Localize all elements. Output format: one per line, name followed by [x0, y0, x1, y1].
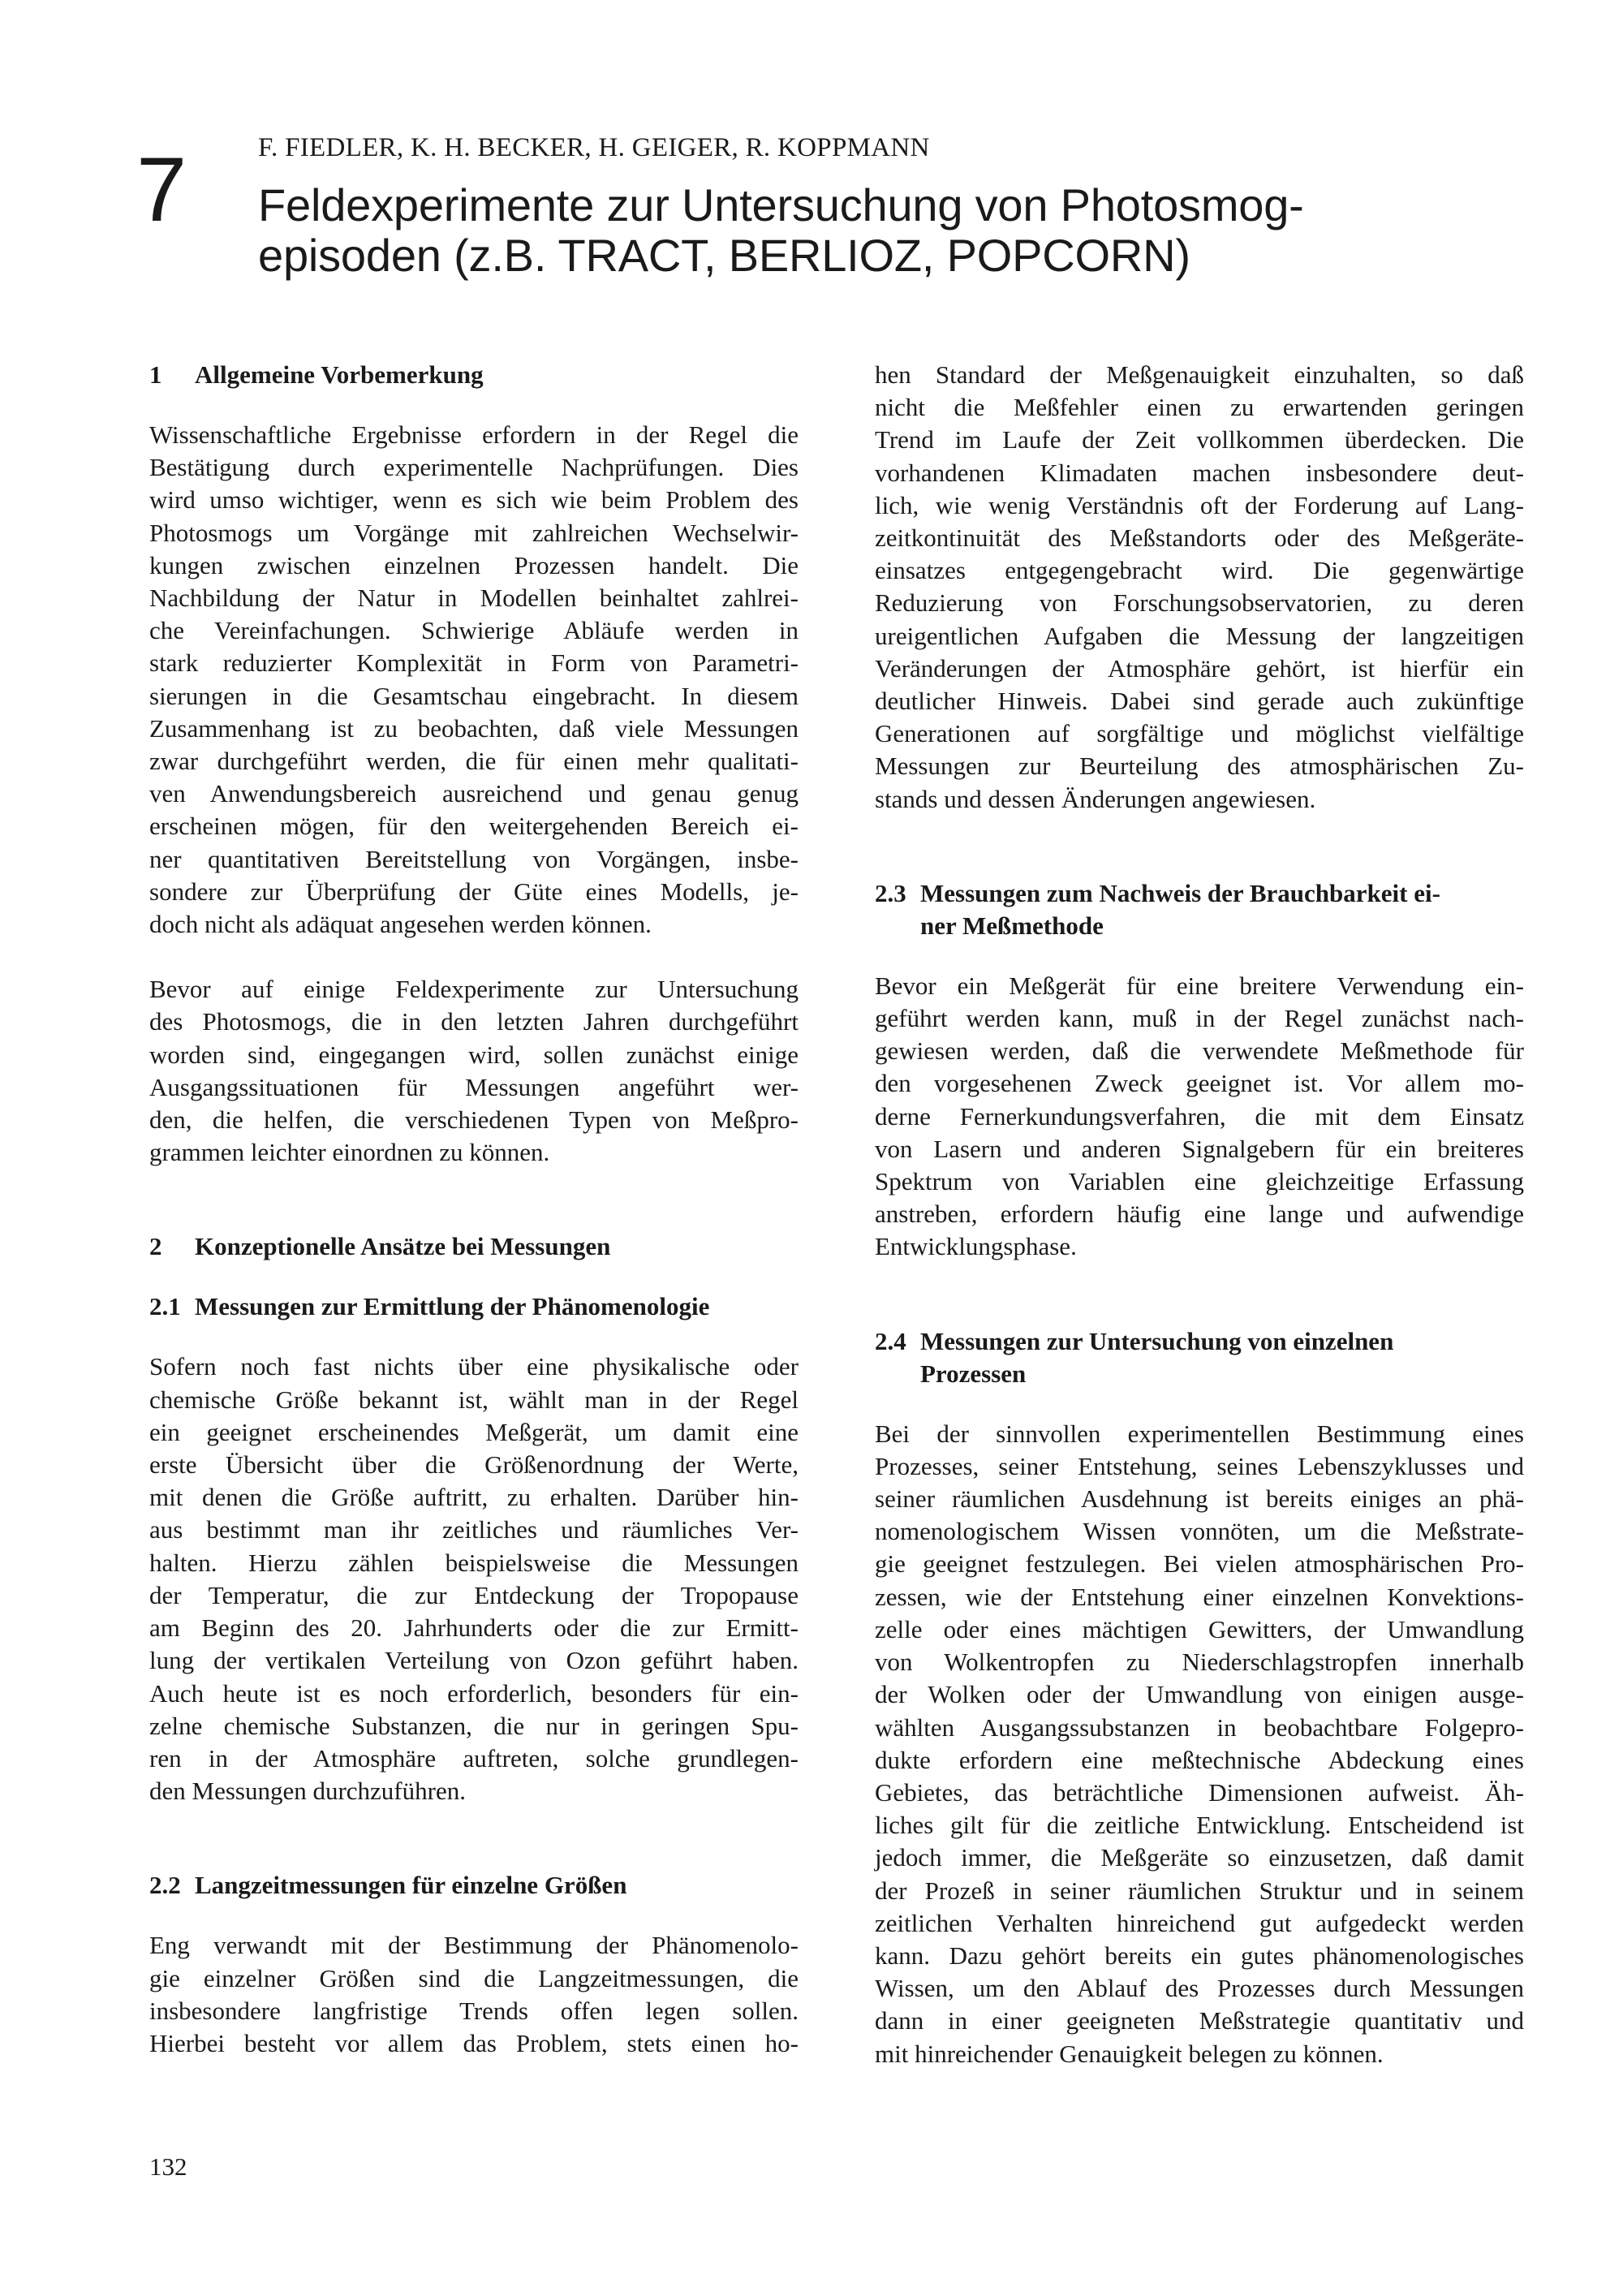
- text-line: Spektrum von Variablen eine gleichzeitige Erfassung: [875, 1167, 1524, 1196]
- text-line: Veränderungen der Atmosphäre gehört, ist hierfür ein: [875, 653, 1524, 683]
- paragraph: [149, 973, 799, 1169]
- text-line: mit hinreichender Genauigkeit belegen zu können.: [875, 2039, 1384, 2068]
- text-line: Entwicklungsphase.: [875, 1232, 1077, 1261]
- text-line: Generationen auf sorgfältige und möglichst vielfältige: [875, 719, 1524, 748]
- right-column: [875, 359, 1524, 2070]
- text-line: jedoch immer, die Meßgeräte so einzusetzen, daß damit: [875, 1843, 1524, 1872]
- text-line: am Beginn des 20. Jahrhunderts oder die zur Ermitt-: [149, 1613, 799, 1643]
- left-column: [149, 359, 799, 2060]
- text-line: derne Fernerkundungsverfahren, die mit dem Einsatz: [875, 1101, 1524, 1131]
- text-line: gie einzelner Größen sind die Langzeitmessungen, die: [149, 1963, 799, 1992]
- subsection-heading: [149, 1290, 799, 1323]
- text-line: Gebietes, das beträchtliche Dimensionen aufweist. Äh-: [875, 1777, 1524, 1807]
- heading-line: ner Meßmethode: [920, 911, 1104, 940]
- text-line: Sofern noch fast nichts über eine physikalische oder: [149, 1352, 799, 1381]
- text-line: hen Standard der Meßgenauigkeit einzuhalten, so daß: [875, 360, 1524, 389]
- text-line: Bei der sinnvollen experimentellen Bestimmung eines: [875, 1419, 1524, 1448]
- text-line: Messungen zur Beurteilung des atmosphärischen Zu-: [875, 752, 1524, 781]
- text-line: Zusammenhang ist zu beobachten, daß viele Messungen: [149, 713, 799, 743]
- text-line: den, die helfen, die verschiedenen Typen von Meßpro-: [149, 1105, 799, 1135]
- text-line: liches gilt für die zeitliche Entwicklung. Entscheidend ist: [875, 1811, 1524, 1840]
- text-line: ureigentlichen Aufgaben die Messung der langzeitigen: [875, 621, 1524, 650]
- text-line: Nachbildung der Natur in Modellen beinhaltet zahlrei-: [149, 584, 799, 613]
- text-line: sondere zur Überprüfung der Güte eines Modells, je-: [149, 877, 799, 906]
- text-line: Ausgangssituationen für Messungen angeführt wer-: [149, 1072, 799, 1101]
- text-line: zelle oder eines mächtigen Gewitters, der Umwandlung: [875, 1614, 1524, 1643]
- text-line: des Photosmogs, die in den letzten Jahren durchgeführt: [149, 1007, 799, 1036]
- text-line: Auch heute ist es noch erforderlich, besonders für ein-: [149, 1678, 799, 1708]
- text-line: Wissenschaftliche Ergebnisse erfordern in der Regel die: [149, 420, 799, 449]
- text-line: anstreben, erfordern häufig eine lange und aufwendige: [875, 1200, 1524, 1229]
- text-line: mit denen die Größe auftritt, zu erhalten. Darüber hin-: [149, 1483, 799, 1512]
- text-line: che Vereinfachungen. Schwierige Abläufe werden in: [149, 616, 799, 645]
- section-number: 2.2: [149, 1871, 181, 1900]
- text-line: doch nicht als adäquat angesehen werden können.: [149, 910, 652, 939]
- text-line: wird umso wichtiger, wenn es sich wie beim Problem des: [149, 485, 799, 515]
- subsection-heading: [149, 1869, 799, 1902]
- text-line: dann in einer geeigneten Meßstrategie quantitativ und: [875, 2006, 1524, 2035]
- subsection-heading: [875, 877, 1524, 942]
- text-line: grammen leichter einordnen zu können.: [149, 1138, 550, 1167]
- text-line: erscheinen mögen, für den weitergehenden Bereich ei-: [149, 812, 799, 841]
- text-line: Trend im Laufe der Zeit vollkommen überdecken. Die: [875, 425, 1524, 454]
- text-line: Bestätigung durch experimentelle Nachprüfungen. Dies: [149, 453, 799, 482]
- heading-line: Prozessen: [920, 1359, 1027, 1388]
- section-title: Langzeitmessungen für einzelne Größen: [195, 1871, 627, 1900]
- subsection-heading: [875, 1325, 1524, 1390]
- text-line: Wissen, um den Ablauf des Prozesses durch Messungen: [875, 1974, 1524, 2003]
- text-line: von Wolkentropfen zu Niederschlagstropfen innerhalb: [875, 1648, 1524, 1677]
- section-title: Allgemeine Vorbemerkung: [195, 360, 484, 389]
- section-title: Messungen zur Ermittlung der Phänomenologie: [195, 1292, 710, 1321]
- text-line: worden sind, eingegangen wird, sollen zunächst einige: [149, 1040, 799, 1069]
- paragraph: [149, 1929, 799, 2060]
- text-line: sierungen in die Gesamtschau eingebracht. In diesem: [149, 681, 799, 710]
- text-line: vorhandenen Klimadaten machen insbesondere deut-: [875, 458, 1524, 487]
- text-line: nomenologischem Wissen vonnöten, um die Meßstrate-: [875, 1517, 1524, 1546]
- section-number: 1: [149, 360, 162, 389]
- section-number: 2.4: [875, 1326, 906, 1355]
- paragraph: [875, 1418, 1524, 2070]
- text-line: den vorgesehenen Zweck geeignet ist. Vor allem mo-: [875, 1069, 1524, 1098]
- text-line: gewiesen werden, daß die verwendete Meßmethode für: [875, 1036, 1524, 1066]
- text-line: zwar durchgeführt werden, die für einen mehr qualitati-: [149, 747, 799, 776]
- text-line: wählten Ausgangssubstanzen in beobachtbare Folgepro-: [875, 1712, 1524, 1742]
- text-line: stands und dessen Änderungen angewiesen.: [875, 784, 1316, 813]
- text-line: der Wolken oder der Umwandlung von einigen ausge-: [875, 1680, 1524, 1709]
- text-line: zessen, wie der Entstehung einer einzelnen Konvektions-: [875, 1582, 1524, 1611]
- text-line: deutlicher Hinweis. Dabei sind gerade auch zukünftige: [875, 687, 1524, 716]
- chapter-title-line: episoden (z.B. TRACT, BERLIOZ, POPCORN): [258, 230, 1190, 281]
- text-line: stark reduzierter Komplexität in Form von Parametri-: [149, 648, 799, 678]
- chapter-number: 7: [136, 139, 187, 240]
- paragraph: [875, 359, 1524, 816]
- text-line: aus bestimmt man ihr zeitliches und räumliches Ver-: [149, 1515, 799, 1544]
- section-title: Konzeptionelle Ansätze bei Messungen: [195, 1232, 611, 1261]
- text-line: dukte erfordern eine meßtechnische Abdeckung eines: [875, 1745, 1524, 1774]
- text-line: ren in der Atmosphäre auftreten, solche grundlegen-: [149, 1743, 799, 1773]
- text-line: ner quantitativen Bereitstellung von Vorgängen, insbe-: [149, 844, 799, 873]
- text-line: einsatzes entgegengebracht wird. Die gegenwärtige: [875, 556, 1524, 585]
- text-line: gie geeignet festzulegen. Bei vielen atmosphärischen Pro-: [875, 1549, 1524, 1579]
- section-heading: [149, 1230, 799, 1263]
- text-line: lung der vertikalen Verteilung von Ozon geführt haben.: [149, 1646, 799, 1675]
- section-heading: [149, 359, 799, 391]
- text-line: Reduzierung von Forschungsobservatorien, zu deren: [875, 588, 1524, 618]
- text-line: seiner räumlichen Ausdehnung ist bereits einiges an phä-: [875, 1484, 1524, 1514]
- text-line: Eng verwandt mit der Bestimmung der Phänomenolo-: [149, 1931, 799, 1960]
- paragraph: [149, 1350, 799, 1807]
- text-line: ein geeignet erscheinendes Meßgerät, um damit eine: [149, 1417, 799, 1446]
- chapter-authors: F. FIEDLER, K. H. BECKER, H. GEIGER, R. KOPPMANN: [258, 133, 930, 162]
- section-title: [920, 1325, 1524, 1390]
- text-line: der Temperatur, die zur Entdeckung der Tropopause: [149, 1580, 799, 1609]
- text-line: Prozesses, seiner Entstehung, seines Lebenszyklusses und: [875, 1451, 1524, 1480]
- section-title: [920, 877, 1524, 942]
- text-line: insbesondere langfristige Trends offen legen sollen.: [149, 1996, 799, 2025]
- chapter-title: [258, 180, 1524, 281]
- paragraph: [875, 970, 1524, 1264]
- section-number: 2.1: [149, 1292, 181, 1321]
- section-number: 2: [149, 1232, 162, 1261]
- text-line: halten. Hierzu zählen beispielsweise die Messungen: [149, 1548, 799, 1577]
- text-line: lich, wie wenig Verständnis oft der Forderung auf Lang-: [875, 490, 1524, 519]
- heading-line: Messungen zur Untersuchung von einzelnen: [920, 1326, 1394, 1355]
- text-line: von Lasern und anderen Signalgebern für ein breiteres: [875, 1134, 1524, 1163]
- paragraph: [149, 419, 799, 941]
- text-line: chemische Größe bekannt ist, wählt man in der Regel: [149, 1385, 799, 1414]
- page-number: 132: [149, 2152, 187, 2181]
- text-line: geführt werden kann, muß in der Regel zunächst nach-: [875, 1004, 1524, 1033]
- text-line: der Prozeß in seiner räumlichen Struktur und in seinem: [875, 1876, 1524, 1905]
- text-line: den Messungen durchzuführen.: [149, 1777, 466, 1806]
- text-line: kungen zwischen einzelnen Prozessen handelt. Die: [149, 550, 799, 579]
- text-line: kann. Dazu gehört bereits ein gutes phänomenologisches: [875, 1941, 1524, 1970]
- text-line: zeitkontinuität des Meßstandorts oder des Meßgeräte-: [875, 523, 1524, 553]
- text-line: erste Übersicht über die Größenordnung der Werte,: [149, 1450, 799, 1480]
- text-line: zelne chemische Substanzen, die nur in geringen Spu-: [149, 1711, 799, 1740]
- text-line: Bevor ein Meßgerät für eine breitere Verwendung ein-: [875, 971, 1524, 1000]
- section-number: 2.3: [875, 878, 906, 907]
- text-line: zeitlichen Verhalten hinreichend gut aufgedeckt werden: [875, 1908, 1524, 1937]
- text-line: ven Anwendungsbereich ausreichend und genau genug: [149, 779, 799, 808]
- text-line: nicht die Meßfehler einen zu erwartenden geringen: [875, 393, 1524, 422]
- heading-line: Messungen zum Nachweis der Brauchbarkeit ei-: [920, 878, 1440, 907]
- chapter-title-line: Feldexperimente zur Untersuchung von Photosmog-: [258, 179, 1304, 230]
- text-line: Hierbei besteht vor allem das Problem, stets einen ho-: [149, 2028, 799, 2057]
- text-line: Photosmogs um Vorgänge mit zahlreichen Wechselwir-: [149, 518, 799, 547]
- text-line: Bevor auf einige Feldexperimente zur Untersuchung: [149, 975, 799, 1004]
